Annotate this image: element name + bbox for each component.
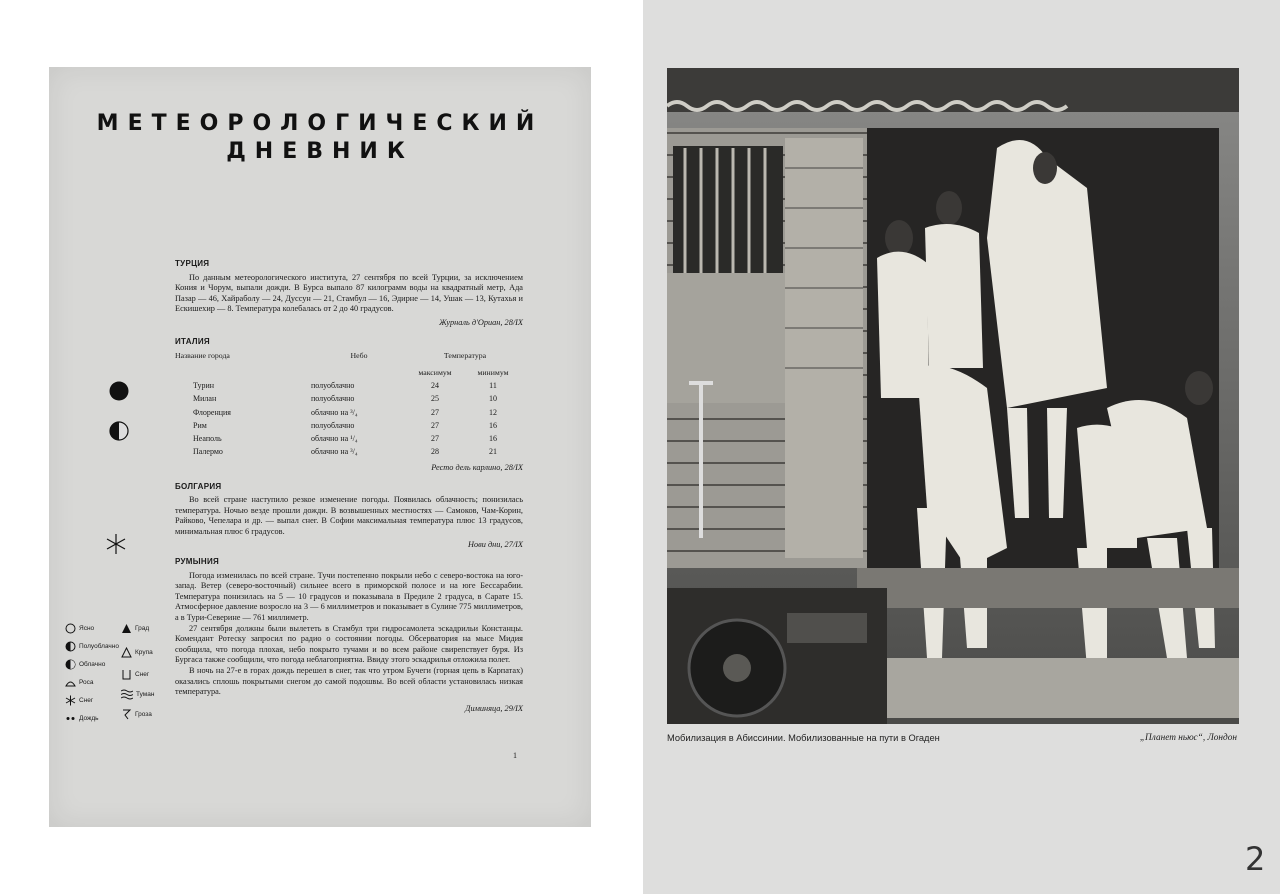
table-row: Милан полуоблачно 25 10 [193,394,497,404]
italy-weather-table [175,351,523,460]
page-title-line1: МЕТЕОРОЛОГИЧЕСКИЙ [96,111,544,136]
section-heading-bulgaria: БОЛГАРИЯ [175,481,222,491]
legend-hail: Град [121,623,149,634]
col-min-header: минимум [477,368,509,378]
snow-small-icon [65,695,76,706]
grains-icon [121,647,132,658]
col-city-header: Название города [175,351,230,361]
clear-sky-icon [65,623,76,634]
photo-caption [667,733,1239,743]
col-temp-header: Температура [443,351,487,361]
partly-cloudy-icon [109,421,129,441]
photo-credit: „Планет ньюс“, Лондон [1139,733,1237,743]
page-number: 1 [513,751,517,760]
italy-source: Ресто дель карлино, 28/IX [431,462,523,472]
bulgaria-source: Нови дни, 27/IX [467,540,523,550]
table-row: Турин полуоблачно 24 11 [193,381,497,391]
photograph-mobilized-soldiers-train [667,68,1239,724]
legend-fog: Туман [121,689,154,700]
dew-icon [65,677,76,688]
section-heading-romania: РУМЫНИЯ [175,557,220,567]
col-max-header: максимум [418,368,452,378]
romania-report-1: Погода изменилась по всей стране. Тучи постепенно покрыли небо с северо-востока на юго-запад. Ветер (северо-восточный) сильнее всего в приморской полосе и на юге Бессарабии. Температура понизилась на 5 — 10 градусов и показывала в Предиле 2 градуса, в Сарате 15. Атмосферное давление возросло на 3 — 6 миллиметров и показывает в Сулине 775 миллиметров, а в Тури-Северине — 761 миллиметр. [175,570,523,623]
legend-snow: Снег [65,695,93,706]
left-page [49,67,591,827]
section-heading-italy: ИТАЛИЯ [175,336,210,346]
snow-icon [105,533,127,555]
partly-cloudy-small-icon [65,641,76,652]
cloudy-icon [109,381,129,401]
fog-icon [121,689,133,700]
romania-report-3: В ночь на 27-е в горах дождь перешел в снег, так что утром Бучеги (горная цепь в Карпатах) оказались сплошь покрытыми снегом до самой подошвы. Во всей области установилась низкая температура. [175,666,523,697]
legend-cloudy: Облачно [65,659,105,670]
legend-storm: Гроза [121,709,152,720]
table-row: Палермо облачно на ³/₄ 28 21 [193,446,497,456]
photo-illustration [667,68,1239,724]
legend-clear: Ясно [65,623,94,634]
sleet-icon [121,669,132,680]
cloudy-small-icon [65,659,76,670]
thunderstorm-icon [121,709,132,720]
legend-dew: Роса [65,677,94,688]
legend-grains: Крупа [121,647,153,658]
table-row: Рим полуоблачно 27 16 [193,420,497,430]
romania-report-2: 27 сентября должны были вылететь в Стамбул три гидросамолета эскадрильи Констанцы. Комендант Ротеску запросил по радио о состоянии погоды. Обсерватория на мысе Мидия сообщила, что погода плохая, небо покрыто тучами и во всем районе свирепствует буря. Из Бургаса также сообщили, что погода неблагоприятна. Ввиду этого эскадрилья отложила полет. [175,623,523,665]
turkey-report: По данным метеорологического института, 27 сентября по всей Турции, за исключением Кония и Чорум, выпали дожди. В Бурса выпало 87 килограмм воды на квадратный метр, Ада Пазар — 46, Хайраболу — 24, Дуссун — 21, Стамбул — 16, Эдирне — 14, Ушак — 13, Кутахья и Ескишехир — 8. Температура колебалась от 2 до 40 градусов. [175,272,523,314]
table-row: Флоренция облачно на ³/₄ 27 12 [193,407,497,417]
table-row: Неаполь облачно на ¹/₄ 27 16 [193,433,497,443]
handwritten-page-number: 2 [1245,840,1266,878]
col-sky-header: Небо [350,351,368,361]
legend-rain: Дождь [65,713,99,724]
bulgaria-report: Во всей стране наступило резкое изменение погоды. Появилась облачность; понизилась температура. Ночью везде прошли дожди. В возвышенных местностях — Самоков, Чам-Корин, Райково, Чепелара и др. — выпал снег. В Софии максимальная температура плюс 13 градусов, минимальная плюс 6 градусов. [175,495,523,536]
hail-icon [121,623,132,634]
rain-icon [65,713,76,724]
romania-source: Диминяца, 29/IX [465,703,523,713]
legend-partly-cloudy: Полуоблачно [65,641,119,652]
section-heading-turkey: ТУРЦИЯ [175,259,210,268]
page-title-line2: ДНЕВНИК [226,139,414,164]
right-page [643,0,1280,894]
legend-sleet: Снег [121,669,149,680]
weather-reports [175,253,523,714]
caption-text: Мобилизация в Абиссинии. Мобилизованные на пути в Огаден [667,733,940,743]
turkey-source: Журналь д'Ориан, 28/IX [439,317,523,327]
